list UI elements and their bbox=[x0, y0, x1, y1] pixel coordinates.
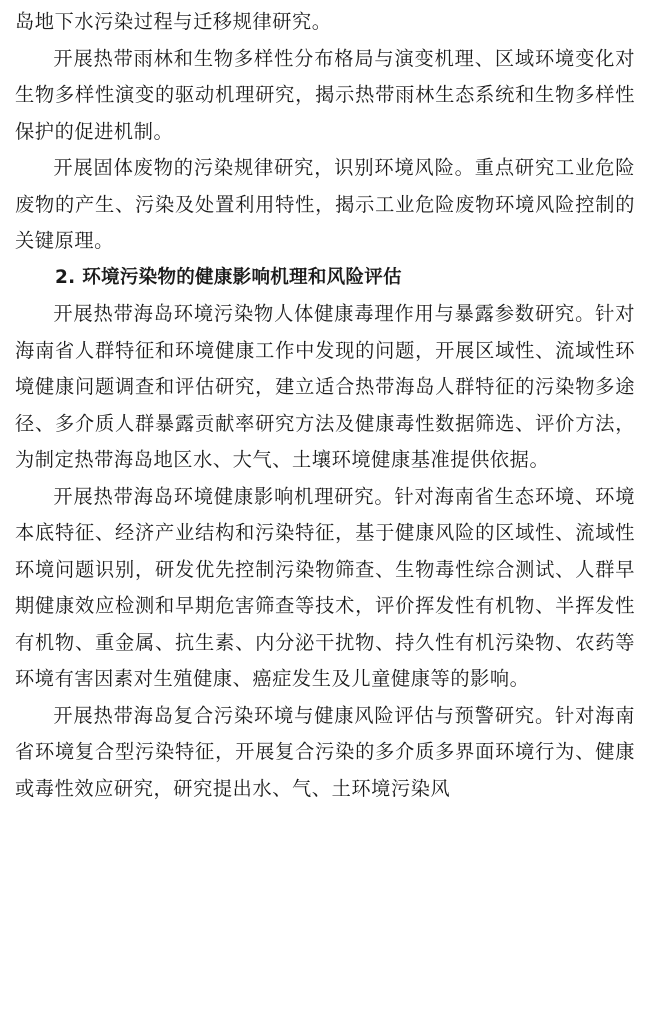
paragraph-rainforest-biodiversity: 开展热带雨林和生物多样性分布格局与演变机理、区域环境变化对生物多样性演变的驱动机理研究，揭示热带雨林生态系统和生物多样性保护的促进机制。 bbox=[15, 46, 635, 143]
document-page bbox=[15, 4, 635, 807]
paragraph-combined-pollution-risk: 开展热带海岛复合污染环境与健康风险评估与预警研究。针对海南省环境复合型污染特征，开展复合污染的多介质多界面环境行为、健康或毒性效应研究，研究提出水、气、土环境污染风 bbox=[15, 703, 635, 800]
paragraph-groundwater-continuation: 岛地下水污染过程与迁移规律研究。 bbox=[15, 10, 332, 33]
paragraph-solid-waste: 开展固体废物的污染规律研究，识别环境风险。重点研究工业危险废物的产生、污染及处置利用特性，揭示工业危险废物环境风险控制的关键原理。 bbox=[15, 156, 635, 252]
paragraph-toxicology-exposure: 开展热带海岛环境污染物人体健康毒理作用与暴露参数研究。针对海南省人群特征和环境健康工作中发现的问题，开展区域性、流域性环境健康问题调查和评估研究，建立适合热带海岛人群特征的污染物多途径、多介质人群暴露贡献率研究方法及健康毒性数据筛选、评价方法，为制定热带海岛地区水、大气、土壤环境健康基准提供依据。 bbox=[15, 302, 635, 471]
section-heading-health-impact: 2. 环境污染物的健康影响机理和风险评估 bbox=[55, 266, 402, 288]
paragraph-health-mechanism: 开展热带海岛环境健康影响机理研究。针对海南省生态环境、环境本底特征、经济产业结构和污染特征，基于健康风险的区域性、流域性环境问题识别，研发优先控制污染物筛查、生物毒性综合测试、人群早期健康效应检测和早期危害筛查等技术，评价挥发性有机物、半挥发性有机物、重金属、抗生素、内分泌干扰物、持久性有机污染物、农药等环境有害因素对生殖健康、癌症发生及儿童健康等的影响。 bbox=[15, 484, 635, 690]
